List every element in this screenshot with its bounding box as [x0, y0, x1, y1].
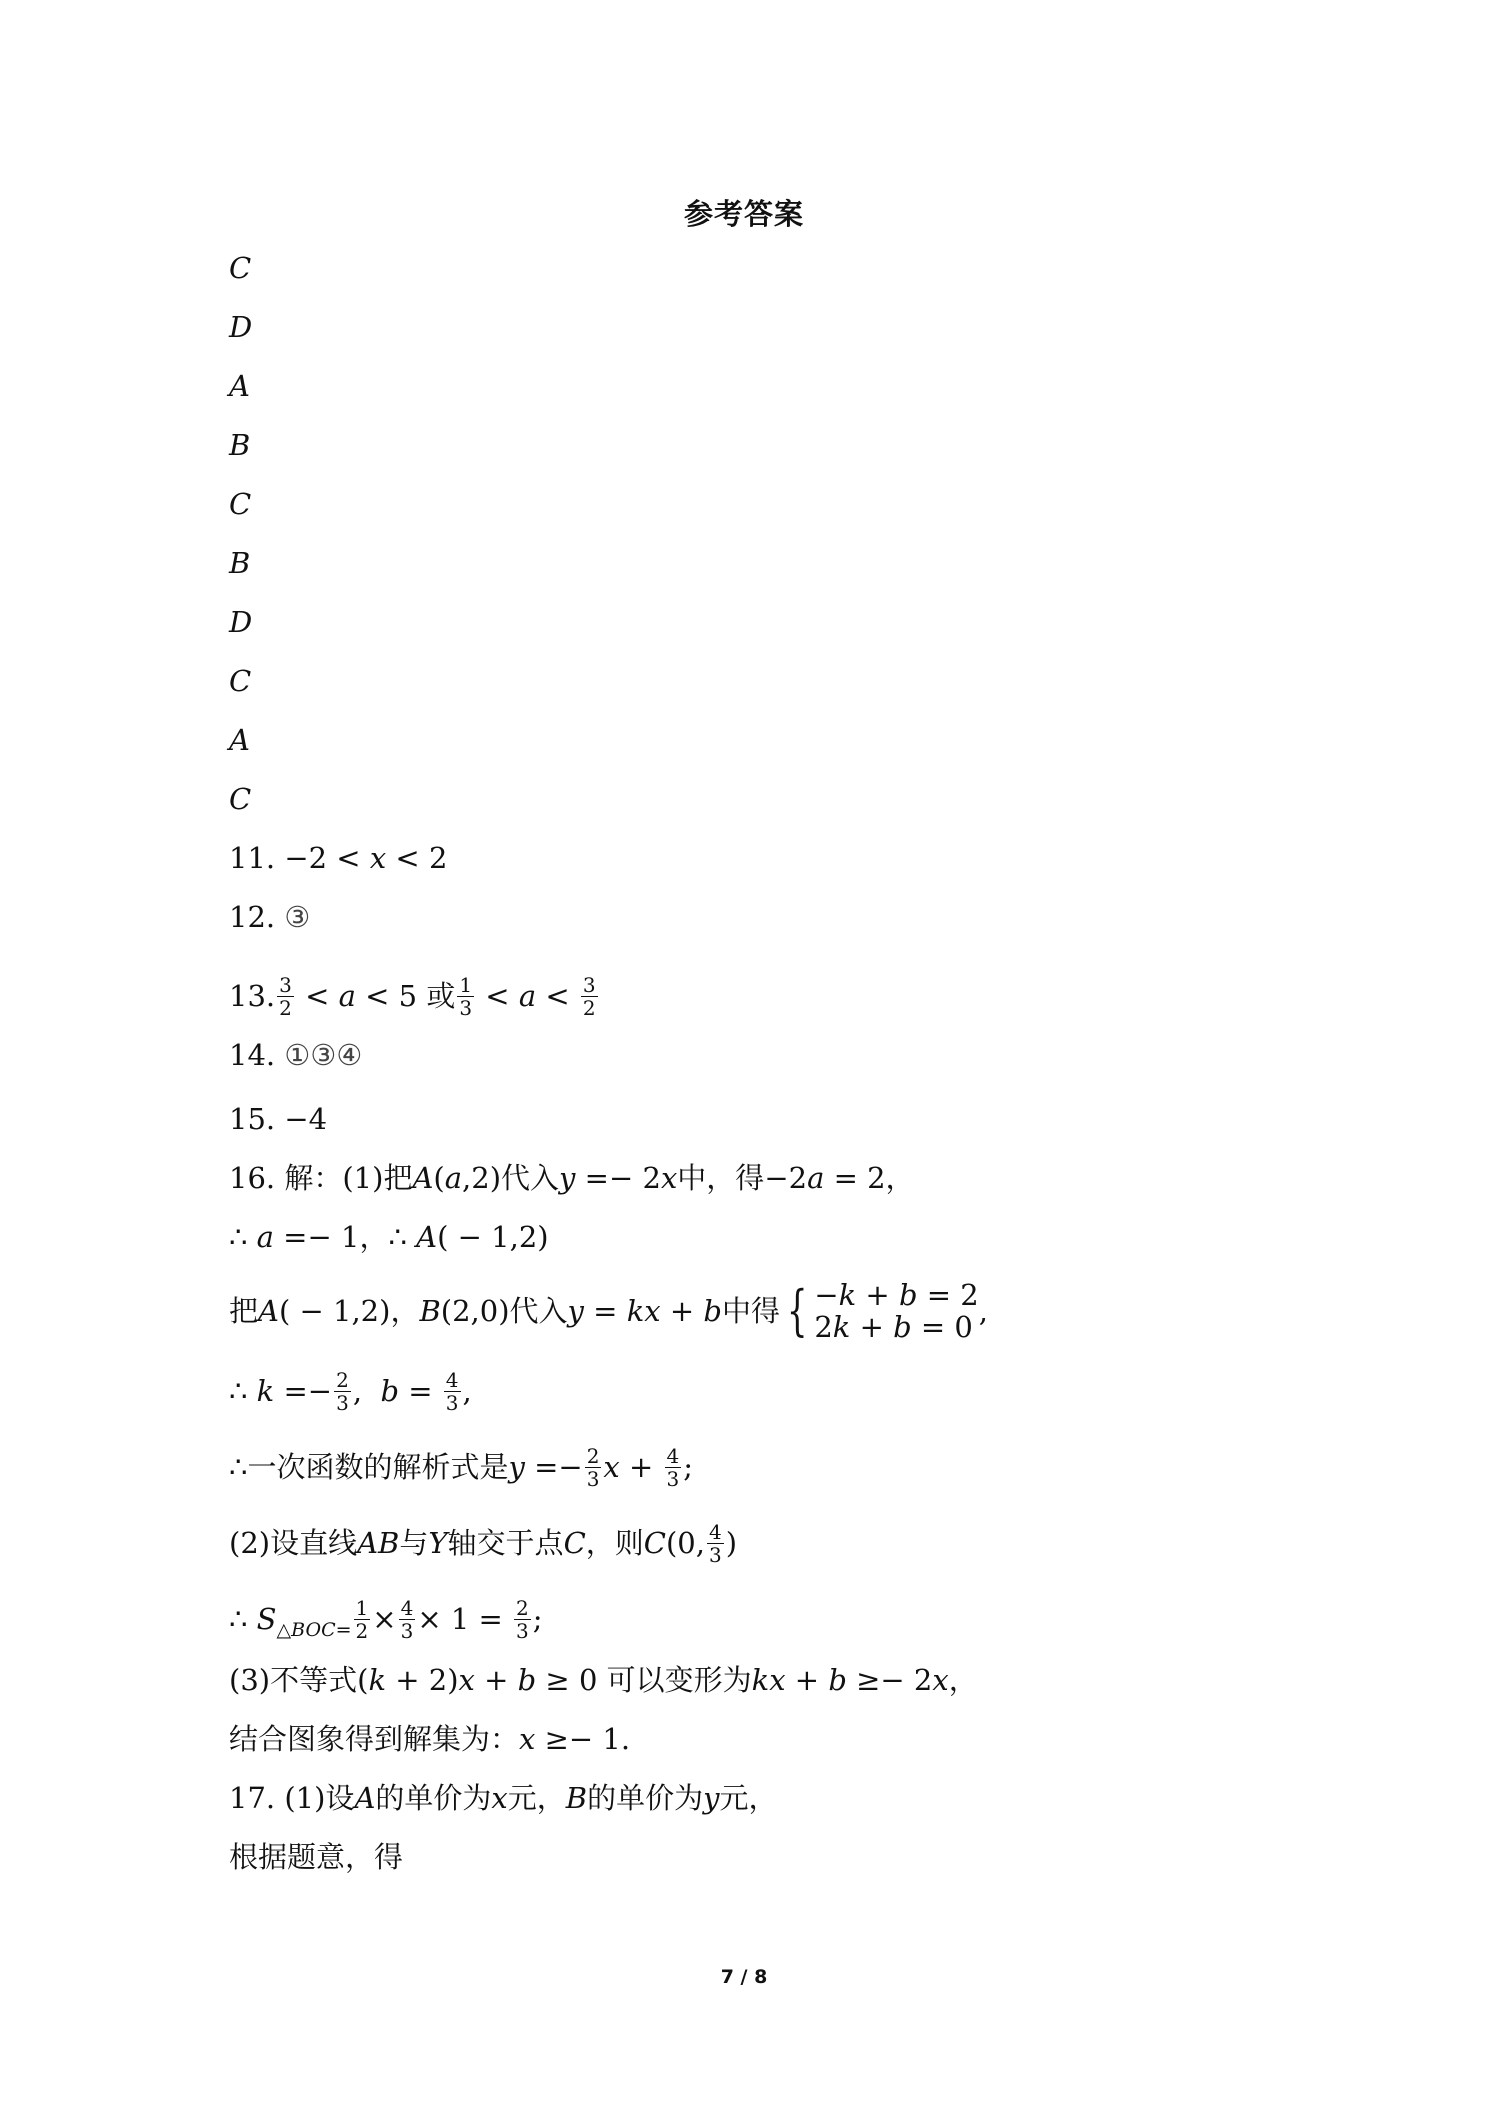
- choice-answer-9: A: [229, 723, 250, 757]
- fraction: $\frac{4}{3}$: [708, 1519, 722, 1567]
- q16-line9: 结合图象得到解集为：x ≥− 1.: [229, 1722, 631, 1756]
- answer-q11: 11. −2 < x < 2: [229, 841, 448, 875]
- fraction: $\frac{4}{3}$: [666, 1443, 680, 1491]
- q16-line6: (2)设直线AB与Y轴交于点C，则C(0, $\frac{4}{3}$ ): [229, 1519, 738, 1567]
- choice-answers-list: [229, 248, 1259, 838]
- answer-q13: 13. $\frac{3}{2}$ < a < 5 或 $\frac{1}{3}$ < a < $\frac{3}{2}$: [229, 972, 596, 1020]
- fraction: $\frac{2}{3}$: [586, 1443, 600, 1491]
- fraction: $\frac{1}{2}$: [355, 1595, 369, 1643]
- fraction: $\frac{3}{2}$: [582, 972, 596, 1020]
- q16-line1: 16. 解：(1)把A(a,2)代入y =− 2x中，得−2a = 2，: [229, 1161, 915, 1195]
- q16-line3: 把A( − 1,2)，B(2,0)代入y = kx + b中得 { −k + b = 2 2k + b = 0 ,: [229, 1276, 1259, 1356]
- fraction: $\frac{2}{3}$: [516, 1595, 529, 1643]
- page-number: 7 / 8: [720, 1966, 768, 1988]
- choice-answer-6: B: [229, 546, 251, 580]
- page-title: 参考答案: [683, 197, 804, 231]
- choice-answer-1: C: [229, 251, 252, 285]
- choice-answer-7: D: [229, 605, 253, 639]
- fraction: $\frac{4}{3}$: [400, 1595, 414, 1643]
- q16-line5: ∴一次函数的解析式是y =− $\frac{2}{3}$ x + $\frac{4}{3}$ ;: [229, 1443, 694, 1491]
- choice-answer-10: C: [229, 782, 252, 816]
- fraction: $\frac{2}{3}$: [336, 1367, 349, 1415]
- choice-answer-2: D: [229, 310, 253, 344]
- choice-answer-8: C: [229, 664, 252, 698]
- answer-q12: 12. ③: [229, 900, 311, 934]
- answer-q14: 14. ①③④: [229, 1038, 363, 1072]
- q16-line4: ∴ k =− $\frac{2}{3}$ , b = $\frac{4}{3}$ ,: [229, 1367, 472, 1415]
- choice-answer-5: C: [229, 487, 252, 521]
- q16-line8: (3)不等式(k + 2)x + b ≥ 0 可以变形为kx + b ≥− 2x，: [229, 1663, 978, 1697]
- q16-line2: ∴ a =− 1，∴ A( − 1,2): [229, 1220, 549, 1254]
- fraction: $\frac{3}{2}$: [279, 972, 292, 1020]
- q17-line2: 根据题意，得: [229, 1840, 404, 1874]
- choice-answer-4: B: [229, 428, 251, 462]
- answer-q15: 15. −4: [229, 1102, 328, 1136]
- q17-line1: 17. (1)设A的单价为x元，B的单价为y元，: [229, 1781, 778, 1815]
- answer-content: [229, 248, 1259, 1896]
- fraction: $\frac{4}{3}$: [445, 1367, 459, 1415]
- q16-line7: ∴ $S_{\triangle BOC=}$ $\frac{1}{2}$ × $\frac{4}{3}$ × 1 = $\frac{2}{3}$ ;: [229, 1595, 543, 1643]
- fraction: $\frac{1}{3}$: [459, 972, 473, 1020]
- choice-answer-3: A: [229, 369, 250, 403]
- equation-system: { −k + b = 2 2k + b = 0: [786, 1278, 979, 1344]
